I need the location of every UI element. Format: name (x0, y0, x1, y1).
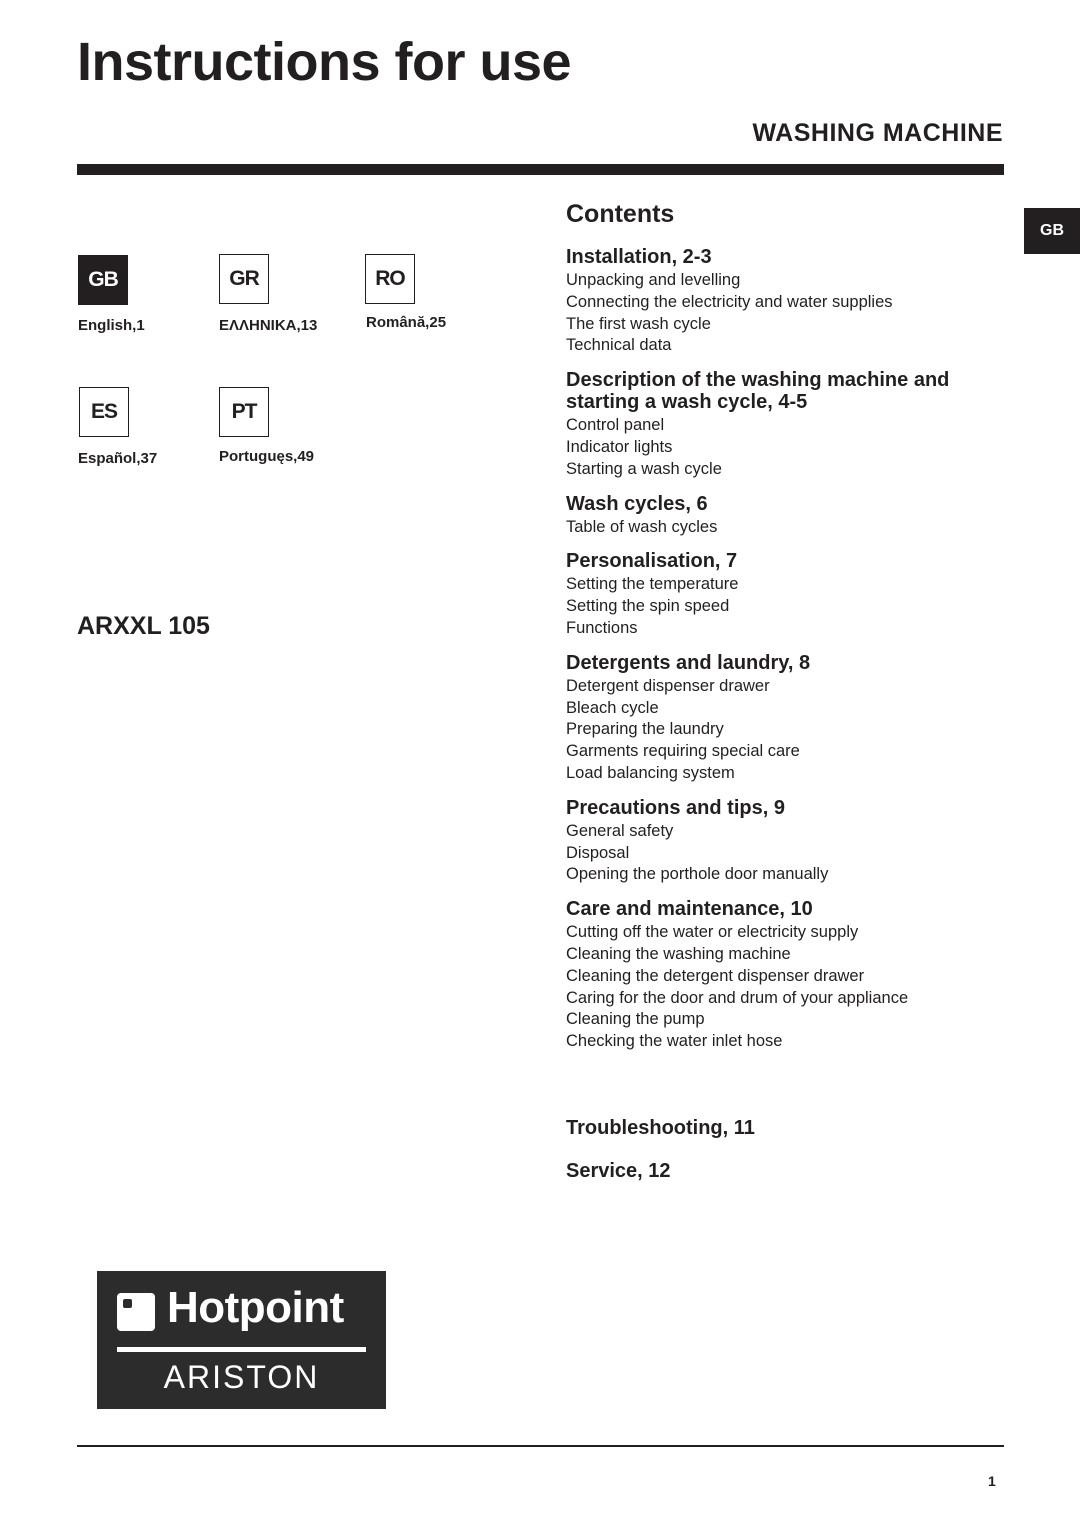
page-title: Instructions for use (77, 32, 572, 92)
toc-item[interactable]: Control panel (566, 416, 665, 435)
toc-section-description (566, 369, 1006, 480)
toc-section-title[interactable]: Precautions and tips, 9 (566, 796, 785, 819)
toc-section-troubleshooting[interactable]: Troubleshooting, 11 (566, 1117, 755, 1139)
brand-logo (97, 1271, 386, 1409)
toc-item[interactable]: Indicator lights (566, 437, 673, 456)
language-label-pt: Portuguęs,49 (219, 448, 315, 465)
brand-name: Hotpoint (167, 1283, 344, 1332)
toc-item[interactable]: Functions (566, 618, 638, 637)
toc-item[interactable]: Setting the temperature (566, 575, 739, 594)
toc-item[interactable]: Unpacking and levelling (566, 271, 741, 289)
model-name: ARXXL 105 (77, 612, 210, 640)
toc-section-title[interactable]: Installation, 2-3 (566, 246, 712, 268)
language-box-es[interactable]: ES (79, 387, 129, 437)
language-box-ro[interactable]: RO (365, 254, 415, 304)
toc-item[interactable]: Technical data (566, 336, 672, 355)
toc-item[interactable]: Cutting off the water or electricity supply (566, 923, 859, 942)
toc-section-service[interactable]: Service, 12 (566, 1160, 671, 1182)
toc-item[interactable]: General safety (566, 821, 674, 840)
toc-item[interactable]: The first wash cycle (566, 314, 711, 333)
toc-item[interactable]: Preparing the laundry (566, 720, 724, 739)
bottom-divider (77, 1445, 1004, 1447)
toc-item[interactable]: Cleaning the pump (566, 1010, 705, 1029)
toc-item[interactable]: Opening the porthole door manually (566, 865, 829, 884)
contents-list (566, 246, 1006, 1065)
toc-item[interactable]: Starting a wash cycle (566, 459, 722, 478)
toc-section-personalisation (566, 550, 1006, 639)
language-label-es: Español,37 (78, 450, 158, 467)
page-number: 1 (988, 1473, 996, 1489)
toc-item[interactable]: Disposal (566, 843, 630, 862)
toc-section-care (566, 898, 1006, 1053)
toc-section-title[interactable]: Care and maintenance, 10 (566, 898, 813, 921)
toc-section-title[interactable]: Description of the washing machine and starting a wash cycle, 4-5 (566, 369, 950, 414)
language-label-gr: ΕΛΛΗΝΙΚΑ,13 (219, 317, 318, 334)
toc-section-title[interactable]: Wash cycles, 6 (566, 492, 708, 515)
language-side-tab: GB (1024, 208, 1080, 254)
brand-mark-icon (117, 1293, 155, 1331)
toc-section-installation (566, 246, 1006, 357)
toc-item[interactable]: Connecting the electricity and water supplies (566, 292, 893, 311)
toc-item[interactable]: Table of wash cycles (566, 517, 718, 536)
language-box-pt[interactable]: PT (219, 387, 269, 437)
logo-divider (117, 1347, 366, 1352)
toc-item[interactable]: Caring for the door and drum of your appliance (566, 988, 909, 1007)
brand-subname: ARISTON (163, 1359, 320, 1395)
product-type-heading: WASHING MACHINE (752, 119, 1003, 147)
top-divider (77, 164, 1004, 175)
contents-title: Contents (566, 200, 675, 228)
language-label-gb: English,1 (78, 317, 145, 334)
toc-item[interactable]: Garments requiring special care (566, 742, 800, 761)
toc-item[interactable]: Load balancing system (566, 763, 735, 782)
toc-item[interactable]: Cleaning the detergent dispenser drawer (566, 966, 865, 985)
toc-section-title[interactable]: Personalisation, 7 (566, 550, 738, 573)
language-box-gb[interactable]: GB (78, 255, 128, 305)
toc-item[interactable]: Bleach cycle (566, 698, 659, 717)
language-box-gr[interactable]: GR (219, 254, 269, 304)
toc-item[interactable]: Cleaning the washing machine (566, 944, 791, 963)
toc-section-title[interactable]: Detergents and laundry, 8 (566, 651, 811, 674)
toc-section-precautions (566, 797, 1006, 886)
toc-item[interactable]: Checking the water inlet hose (566, 1032, 783, 1051)
toc-item[interactable]: Setting the spin speed (566, 597, 730, 616)
toc-section-detergents (566, 652, 1006, 785)
toc-section-wash-cycles (566, 493, 1006, 539)
language-label-ro: Română,25 (366, 314, 447, 331)
toc-item[interactable]: Detergent dispenser drawer (566, 676, 770, 695)
